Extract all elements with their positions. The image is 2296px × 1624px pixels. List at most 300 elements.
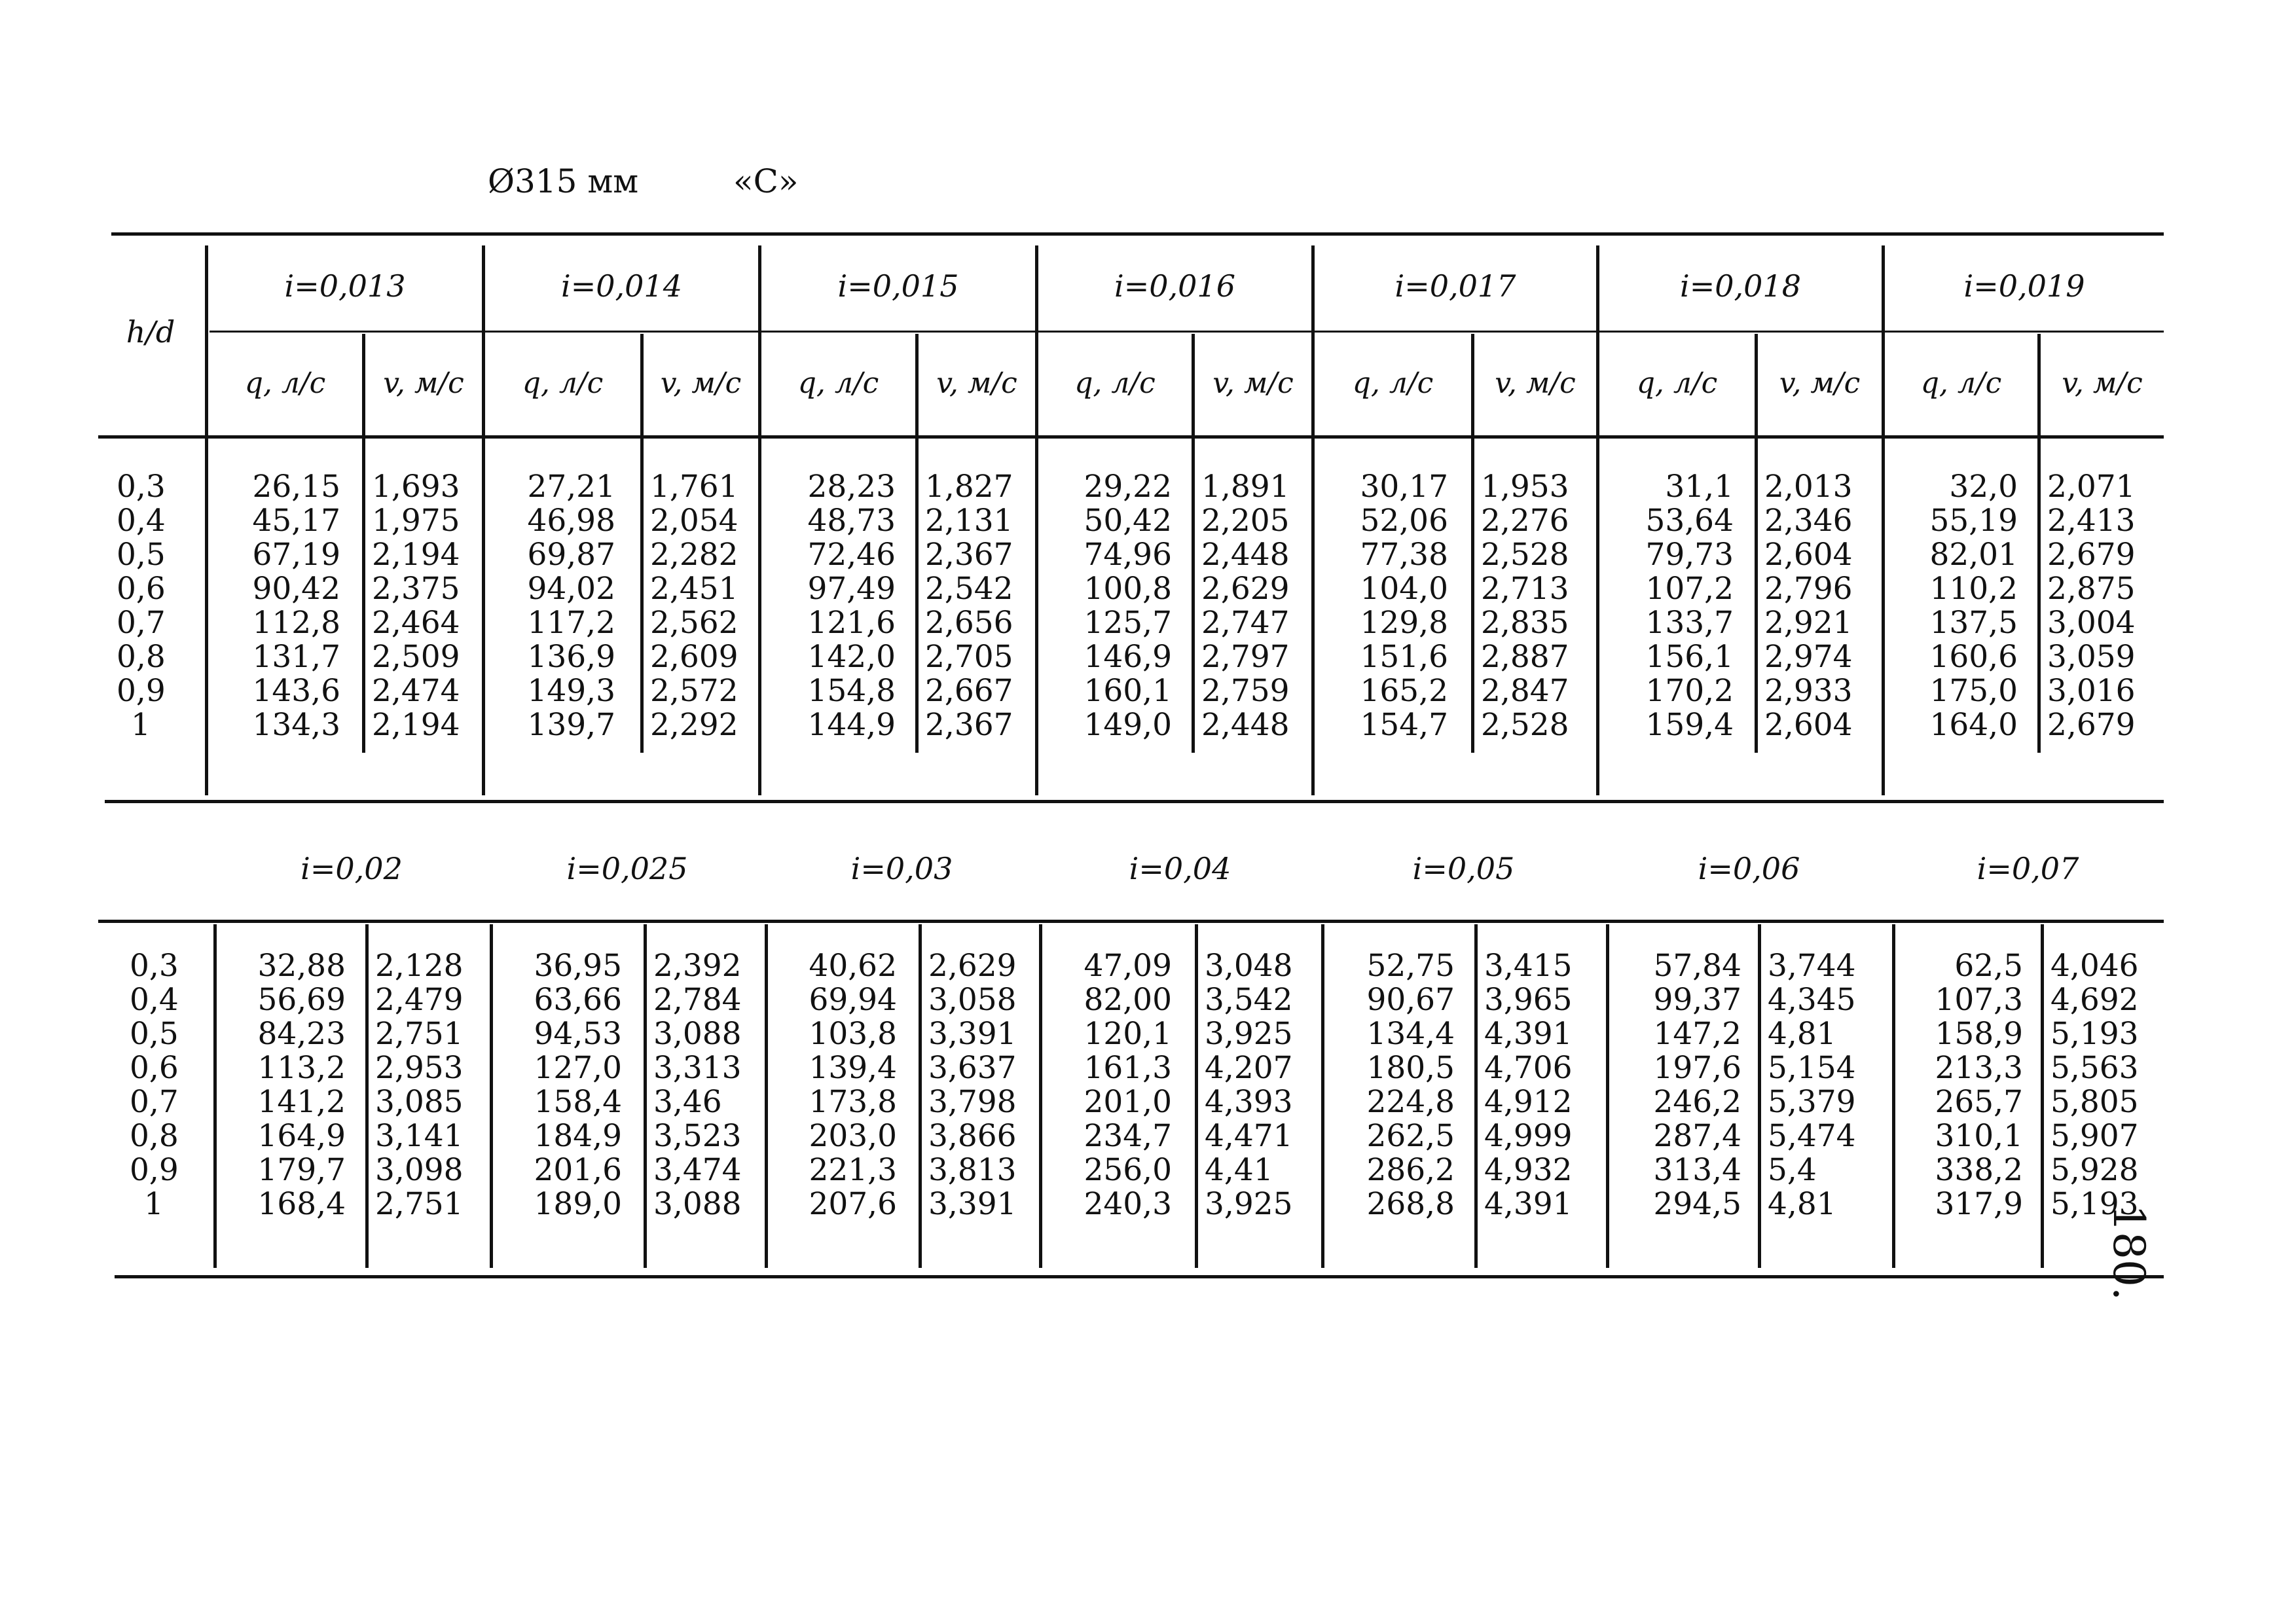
table-cell-q: 72,46 [807,537,896,573]
table1-vline [1596,245,1599,795]
table-cell-v: 5,4 [1768,1152,1817,1188]
table-cell-q: 29,22 [1084,469,1172,505]
table-cell-q: 246,2 [1653,1084,1741,1120]
table-cell-q: 142,0 [807,639,896,675]
table-cell-v: 3,313 [653,1050,742,1086]
table-cell-v: 5,907 [2050,1118,2139,1154]
table-cell-v: 1,827 [925,469,1013,505]
table-cell-q: 201,0 [1084,1084,1172,1120]
table-cell-q: 265,7 [1935,1084,2023,1120]
q-subheader: q, л/с [244,367,326,400]
v-column [1768,949,1882,1221]
table-cell-v: 5,193 [2050,1186,2139,1222]
row-label: 0,9 [117,673,166,709]
table2-slope-header: i=0,04 [1129,851,1231,886]
table-cell-q: 36,95 [534,948,622,984]
table-cell-q: 234,7 [1084,1118,1172,1154]
table1-slope-header: i=0,013 [284,268,406,304]
table-cell-v: 3,542 [1205,982,1293,1018]
table-cell-v: 2,474 [372,673,460,709]
table-cell-q: 165,2 [1360,673,1448,709]
v-subheader: v, м/с [1779,367,1861,400]
table-cell-q: 151,6 [1360,639,1448,675]
table2-bottom-rule [115,1275,2164,1278]
table-cell-q: 168,4 [257,1186,346,1222]
table-cell-v: 3,059 [2047,639,2136,675]
q-column [765,470,896,742]
row-label: 0,4 [130,982,179,1018]
table-cell-v: 4,81 [1768,1016,1836,1052]
table-cell-q: 110,2 [1929,571,2018,607]
table-cell-v: 2,282 [650,537,738,573]
table2-row-labels [130,949,202,1221]
table-cell-q: 100,8 [1084,571,1172,607]
table-cell-v: 2,656 [925,605,1013,641]
q-subheader: q, л/с [522,367,604,400]
table-cell-q: 56,69 [257,982,346,1018]
table-cell-q: 207,6 [809,1186,897,1222]
v-column [653,949,768,1221]
table-cell-q: 147,2 [1653,1016,1741,1052]
table-cell-v: 2,448 [1201,707,1290,743]
table-cell-q: 180,5 [1366,1050,1455,1086]
table-cell-q: 82,01 [1929,537,2018,573]
table-title-diameter: Ø315 мм [488,162,639,200]
table-cell-v: 3,474 [653,1152,742,1188]
table-cell-v: 5,193 [2050,1016,2139,1052]
v-column [1201,470,1316,742]
table-cell-q: 121,6 [807,605,896,641]
table-cell-q: 74,96 [1084,537,1172,573]
row-label: 0,5 [117,537,166,573]
table-cell-q: 154,8 [807,673,896,709]
table-cell-q: 170,2 [1645,673,1734,709]
table-cell-q: 120,1 [1084,1016,1172,1052]
table1-header-rule [98,435,2164,439]
v-column [928,949,1043,1221]
table-cell-v: 5,154 [1768,1050,1856,1086]
table-cell-q: 47,09 [1084,948,1172,984]
row-label: 0,9 [130,1152,179,1188]
table-cell-q: 46,98 [527,503,615,539]
row-label: 0,3 [117,469,166,505]
q-subheader: q, л/с [1920,367,2002,400]
table-cell-v: 4,471 [1205,1118,1293,1154]
table-cell-q: 149,3 [527,673,615,709]
table-cell-q: 52,75 [1366,948,1455,984]
table-cell-v: 2,071 [2047,469,2136,505]
table1-slope-header: i=0,014 [561,268,682,304]
table-cell-v: 2,542 [925,571,1013,607]
table2-vline-sub [1195,924,1198,1268]
table-cell-v: 2,751 [375,1016,464,1052]
table-cell-q: 125,7 [1084,605,1172,641]
table-cell-v: 2,128 [375,948,464,984]
table-cell-q: 139,7 [527,707,615,743]
table-cell-q: 32,0 [1949,469,2018,505]
table-cell-q: 137,5 [1929,605,2018,641]
table-cell-q: 90,67 [1366,982,1455,1018]
table-cell-q: 104,0 [1360,571,1448,607]
table-cell-q: 149,0 [1084,707,1172,743]
v-subheader: v, м/с [2062,367,2143,400]
table1-vline [205,245,208,795]
table-cell-q: 67,19 [252,537,340,573]
table-cell-v: 3,098 [375,1152,464,1188]
table-cell-q: 52,06 [1360,503,1448,539]
table-cell-v: 2,292 [650,707,738,743]
table-cell-v: 4,391 [1484,1186,1573,1222]
row-label: 0,5 [130,1016,179,1052]
row-label: 0,6 [130,1050,179,1086]
table-cell-q: 107,2 [1645,571,1734,607]
table-cell-q: 224,8 [1366,1084,1455,1120]
v-column [925,470,1040,742]
table-cell-v: 2,759 [1201,673,1290,709]
v-column [650,470,765,742]
q-column [1324,949,1455,1221]
v-column [372,470,486,742]
q-column [1611,949,1741,1221]
table-cell-q: 160,1 [1084,673,1172,709]
table-cell-v: 3,415 [1484,948,1573,984]
table-cell-v: 3,141 [375,1118,464,1154]
table-cell-v: 2,604 [1764,537,1853,573]
table-cell-v: 3,965 [1484,982,1573,1018]
table-cell-q: 133,7 [1645,605,1734,641]
table-cell-v: 2,797 [1201,639,1290,675]
table-cell-v: 2,875 [2047,571,2136,607]
table-cell-q: 197,6 [1653,1050,1741,1086]
table-cell-v: 4,207 [1205,1050,1293,1086]
v-subheader: v, м/с [936,367,1017,400]
table-cell-q: 84,23 [257,1016,346,1052]
table-cell-v: 2,205 [1201,503,1290,539]
table-cell-q: 179,7 [257,1152,346,1188]
table1-bottom-rule [105,800,2164,803]
table-cell-v: 4,81 [1768,1186,1836,1222]
table-cell-v: 3,391 [928,1016,1017,1052]
v-column [1764,470,1879,742]
table-cell-v: 1,693 [372,469,460,505]
table-cell-v: 4,932 [1484,1152,1573,1188]
table-cell-q: 136,9 [527,639,615,675]
table-cell-v: 4,692 [2050,982,2139,1018]
table-cell-v: 2,847 [1481,673,1569,709]
table-cell-v: 2,346 [1764,503,1853,539]
v-subheader: v, м/с [660,367,742,400]
table-cell-v: 5,563 [2050,1050,2139,1086]
table2-vline-sub [365,924,369,1268]
row-label: 1 [144,1186,164,1222]
table-cell-v: 3,085 [375,1084,464,1120]
table-cell-v: 2,562 [650,605,738,641]
table-cell-v: 5,928 [2050,1152,2139,1188]
table-cell-v: 2,921 [1764,605,1853,641]
table-cell-v: 2,276 [1481,503,1569,539]
table-cell-q: 127,0 [534,1050,622,1086]
v-column [2050,949,2165,1221]
table-cell-q: 94,53 [534,1016,622,1052]
table-cell-v: 4,046 [2050,948,2139,984]
table-cell-q: 62,5 [1954,948,2023,984]
v-column [375,949,490,1221]
table-cell-q: 213,3 [1935,1050,2023,1086]
table-cell-q: 97,49 [807,571,896,607]
table-cell-v: 2,747 [1201,605,1290,641]
table1-slope-header: i=0,019 [1963,268,2085,304]
table-cell-q: 139,4 [809,1050,897,1086]
table-cell-q: 338,2 [1935,1152,2023,1188]
table1-slope-header: i=0,016 [1114,268,1235,304]
table-cell-q: 99,37 [1653,982,1741,1018]
table-cell-v: 4,345 [1768,982,1856,1018]
table-cell-q: 27,21 [527,469,615,505]
table1-row-labels [117,470,189,742]
table-cell-v: 2,705 [925,639,1013,675]
table-cell-q: 30,17 [1360,469,1448,505]
table-cell-v: 2,054 [650,503,738,539]
table-cell-v: 4,999 [1484,1118,1573,1154]
table-cell-q: 53,64 [1645,503,1734,539]
row-label: 0,7 [130,1084,179,1120]
table-cell-q: 143,6 [252,673,340,709]
table-cell-v: 2,629 [928,948,1017,984]
v-subheader: v, м/с [383,367,464,400]
table-cell-v: 2,887 [1481,639,1569,675]
table-cell-v: 3,048 [1205,948,1293,984]
table-cell-q: 240,3 [1084,1186,1172,1222]
table2-slope-header: i=0,05 [1412,851,1515,886]
table2-header-rule [98,920,2164,923]
table-cell-v: 2,194 [372,707,460,743]
table-cell-q: 158,9 [1935,1016,2023,1052]
table-cell-q: 26,15 [252,469,340,505]
table-title-material: «С» [733,162,799,200]
page-number: 180. [2104,1204,2154,1301]
table-cell-q: 117,2 [527,605,615,641]
q-subheader: q, л/с [1636,367,1718,400]
table-cell-q: 184,9 [534,1118,622,1154]
table-cell-v: 4,393 [1205,1084,1293,1120]
table-cell-v: 2,367 [925,707,1013,743]
table-cell-q: 164,9 [257,1118,346,1154]
table2-slope-header: i=0,07 [1977,851,2079,886]
table-cell-q: 77,38 [1360,537,1448,573]
table-cell-v: 2,835 [1481,605,1569,641]
table-cell-q: 256,0 [1084,1152,1172,1188]
table1-slope-header: i=0,018 [1680,268,1801,304]
table-cell-q: 294,5 [1653,1186,1741,1222]
table-cell-q: 31,1 [1665,469,1734,505]
table-cell-q: 57,84 [1653,948,1741,984]
table-cell-q: 262,5 [1366,1118,1455,1154]
table-cell-v: 1,761 [650,469,738,505]
table1-vline [1882,245,1885,795]
table-cell-v: 2,629 [1201,571,1290,607]
q-column [484,470,615,742]
table2-vline-sub [1758,924,1761,1268]
row-label: 0,6 [117,571,166,607]
table-cell-v: 3,088 [653,1186,742,1222]
table-cell-v: 1,953 [1481,469,1569,505]
table-cell-v: 1,975 [372,503,460,539]
q-column [210,470,340,742]
table-cell-v: 2,367 [925,537,1013,573]
q-column [1041,949,1172,1221]
table-cell-v: 3,813 [928,1152,1017,1188]
table1-group-rule [210,331,2164,333]
table-cell-q: 313,4 [1653,1152,1741,1188]
table-cell-q: 131,7 [252,639,340,675]
table-cell-v: 3,866 [928,1118,1017,1154]
table-cell-v: 2,375 [372,571,460,607]
table-cell-v: 4,912 [1484,1084,1573,1120]
q-column [1603,470,1734,742]
table-cell-v: 3,058 [928,982,1017,1018]
table-cell-v: 2,953 [375,1050,464,1086]
table-cell-v: 2,713 [1481,571,1569,607]
table-cell-q: 144,9 [807,707,896,743]
table-cell-q: 82,00 [1084,982,1172,1018]
table-cell-q: 134,3 [252,707,340,743]
table-cell-q: 160,6 [1929,639,2018,675]
table-cell-q: 159,4 [1645,707,1734,743]
v-subheader: v, м/с [1212,367,1294,400]
table-cell-v: 3,637 [928,1050,1017,1086]
table2-vline-sub [1474,924,1478,1268]
table-cell-v: 4,41 [1205,1152,1273,1188]
v-subheader: v, м/с [1495,367,1576,400]
table-cell-q: 48,73 [807,503,896,539]
row-label: 0,8 [130,1118,179,1154]
row-label: 0,3 [130,948,179,984]
table2-vline [1606,924,1609,1268]
table-cell-v: 2,679 [2047,537,2136,573]
table-cell-q: 103,8 [809,1016,897,1052]
table-cell-q: 203,0 [809,1118,897,1154]
v-column [1481,470,1595,742]
table-cell-v: 3,925 [1205,1016,1293,1052]
table-cell-q: 310,1 [1935,1118,2023,1154]
table-cell-q: 161,3 [1084,1050,1172,1086]
table1-slope-header: i=0,015 [837,268,959,304]
table-cell-q: 189,0 [534,1186,622,1222]
table2-slope-header: i=0,03 [850,851,953,886]
table-cell-q: 112,8 [252,605,340,641]
row-label: 1 [131,707,151,743]
table-cell-v: 3,016 [2047,673,2136,709]
table-cell-v: 5,474 [1768,1118,1856,1154]
table-cell-q: 55,19 [1929,503,2018,539]
table-cell-q: 40,62 [809,948,897,984]
row-label-header: h/d [126,314,175,350]
q-subheader: q, л/с [1352,367,1434,400]
table-cell-v: 2,528 [1481,707,1569,743]
q-column [491,949,622,1221]
table-cell-q: 158,4 [534,1084,622,1120]
table-cell-v: 2,479 [375,982,464,1018]
table-cell-v: 2,194 [372,537,460,573]
table2-vline-sub [644,924,647,1268]
table-cell-v: 2,131 [925,503,1013,539]
table-cell-q: 146,9 [1084,639,1172,675]
table-cell-q: 113,2 [257,1050,346,1086]
table-cell-v: 5,805 [2050,1084,2139,1120]
table-cell-v: 3,391 [928,1186,1017,1222]
table-cell-v: 1,891 [1201,469,1290,505]
table-cell-q: 173,8 [809,1084,897,1120]
table-cell-q: 134,4 [1366,1016,1455,1052]
table-cell-v: 3,088 [653,1016,742,1052]
table-cell-v: 2,528 [1481,537,1569,573]
q-column [766,949,897,1221]
table2-slope-header: i=0,02 [301,851,403,886]
table-cell-q: 201,6 [534,1152,622,1188]
q-column [1887,470,2018,742]
table-cell-v: 2,464 [372,605,460,641]
table-cell-v: 5,379 [1768,1084,1856,1120]
table-cell-v: 2,013 [1764,469,1853,505]
table-cell-q: 94,02 [527,571,615,607]
q-column [1041,470,1172,742]
table1-slope-header: i=0,017 [1394,268,1516,304]
table-cell-q: 45,17 [252,503,340,539]
row-label: 0,4 [117,503,166,539]
v-column [1484,949,1599,1221]
table-cell-q: 90,42 [252,571,340,607]
table-cell-q: 32,88 [257,948,346,984]
table-cell-q: 164,0 [1929,707,2018,743]
v-column [2047,470,2162,742]
table-cell-q: 287,4 [1653,1118,1741,1154]
table-cell-v: 2,448 [1201,537,1290,573]
table-cell-v: 3,523 [653,1118,742,1154]
table-cell-v: 2,974 [1764,639,1853,675]
table-cell-v: 2,392 [653,948,742,984]
table-cell-q: 69,94 [809,982,897,1018]
q-column [1317,470,1448,742]
table-cell-q: 79,73 [1645,537,1734,573]
table-cell-v: 2,933 [1764,673,1853,709]
table2-slope-header: i=0,06 [1698,851,1800,886]
table-cell-v: 4,391 [1484,1016,1573,1052]
table2-slope-header: i=0,025 [566,851,688,886]
table-cell-v: 4,706 [1484,1050,1573,1086]
table-cell-q: 69,87 [527,537,615,573]
table-cell-q: 175,0 [1929,673,2018,709]
row-label: 0,7 [117,605,166,641]
q-column [215,949,346,1221]
table-cell-v: 2,451 [650,571,738,607]
table-cell-v: 2,604 [1764,707,1853,743]
table1-top-rule [111,232,2164,236]
table-cell-q: 317,9 [1935,1186,2023,1222]
table-cell-q: 156,1 [1645,639,1734,675]
table-cell-v: 3,925 [1205,1186,1293,1222]
row-label: 0,8 [117,639,166,675]
q-column [1892,949,2023,1221]
table-cell-v: 3,004 [2047,605,2136,641]
table-cell-q: 28,23 [807,469,896,505]
table-cell-q: 107,3 [1935,982,2023,1018]
table-cell-v: 2,679 [2047,707,2136,743]
table-cell-q: 50,42 [1084,503,1172,539]
table-cell-q: 129,8 [1360,605,1448,641]
table-cell-q: 286,2 [1366,1152,1455,1188]
table-cell-v: 2,796 [1764,571,1853,607]
table-cell-v: 2,751 [375,1186,464,1222]
